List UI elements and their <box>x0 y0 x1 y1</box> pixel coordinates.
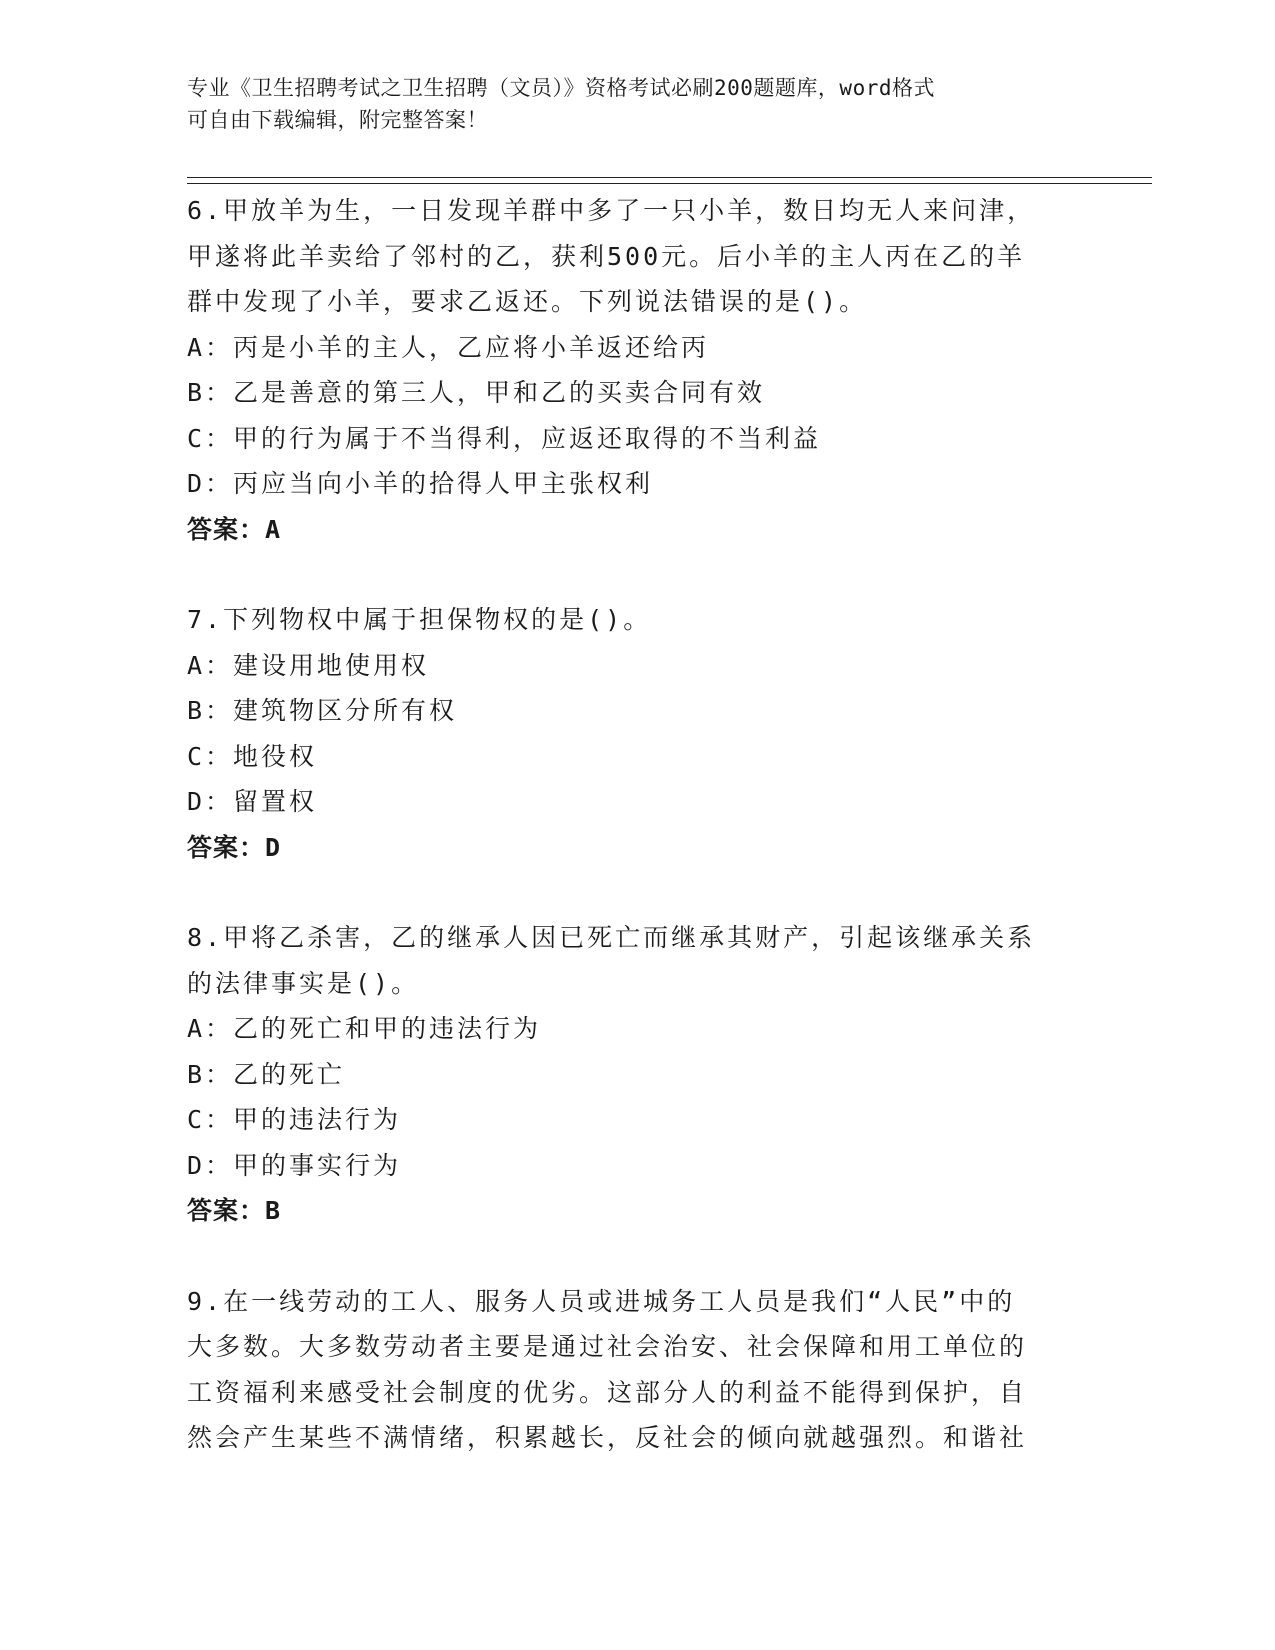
question-stem-line: 7.下列物权中属于担保物权的是()。 <box>187 605 652 634</box>
answer-label: 答案：A <box>187 514 282 544</box>
option-d: D：甲的事实行为 <box>187 1150 402 1180</box>
header-line-2: 可自由下载编辑，附完整答案！ <box>187 108 488 132</box>
question-stem-line: 工资福利来感受社会制度的优劣。这部分人的利益不能得到保护，自 <box>187 1377 1028 1407</box>
question-list <box>187 188 1067 1461</box>
option-a: A：丙是小羊的主人，乙应将小羊返还给丙 <box>187 332 710 362</box>
option-c: C：地役权 <box>187 741 318 771</box>
document-header <box>187 72 1067 136</box>
question-6 <box>187 188 1067 552</box>
question-stem-line: 6.甲放羊为生，一日发现羊群中多了一只小羊，数日均无人来问津， <box>187 196 1036 225</box>
question-7 <box>187 597 1067 870</box>
question-stem-line: 群中发现了小羊，要求乙返还。下列说法错误的是()。 <box>187 287 868 316</box>
answer-label: 答案：B <box>187 1196 282 1225</box>
option-a: A：建设用地使用权 <box>187 650 430 680</box>
option-d: D：留置权 <box>187 787 318 816</box>
question-stem-line: 然会产生某些不满情绪，积累越长，反社会的倾向就越强烈。和谐社 <box>187 1423 1028 1452</box>
question-9 <box>187 1279 1067 1461</box>
option-a: A：乙的死亡和甲的违法行为 <box>187 1014 542 1043</box>
header-rule-bottom <box>187 183 1152 184</box>
option-d: D：丙应当向小羊的拾得人甲主张权利 <box>187 469 654 498</box>
question-8 <box>187 915 1067 1234</box>
option-c: C：甲的违法行为 <box>187 1105 402 1134</box>
header-line-1: 专业《卫生招聘考试之卫生招聘（文员）》资格考试必刷200题题库，word格式 <box>187 76 935 100</box>
question-stem-line: 9.在一线劳动的工人、服务人员或进城务工人员是我们“人民”中的 <box>187 1286 1016 1316</box>
option-b: B：建筑物区分所有权 <box>187 696 458 725</box>
option-b: B：乙的死亡 <box>187 1059 346 1089</box>
option-b: B：乙是善意的第三人，甲和乙的买卖合同有效 <box>187 378 766 407</box>
header-rule-top <box>187 177 1152 178</box>
question-stem-line: 的法律事实是()。 <box>187 968 420 998</box>
question-stem-line: 8.甲将乙杀害，乙的继承人因已死亡而继承其财产，引起该继承关系 <box>187 923 1036 952</box>
question-stem-line: 大多数。大多数劳动者主要是通过社会治安、社会保障和用工单位的 <box>187 1332 1028 1361</box>
answer-label: 答案：D <box>187 832 282 862</box>
option-c: C：甲的行为属于不当得利，应返还取得的不当利益 <box>187 423 822 453</box>
question-stem-line: 甲遂将此羊卖给了邻村的乙，获利500元。后小羊的主人丙在乙的羊 <box>187 241 1026 271</box>
